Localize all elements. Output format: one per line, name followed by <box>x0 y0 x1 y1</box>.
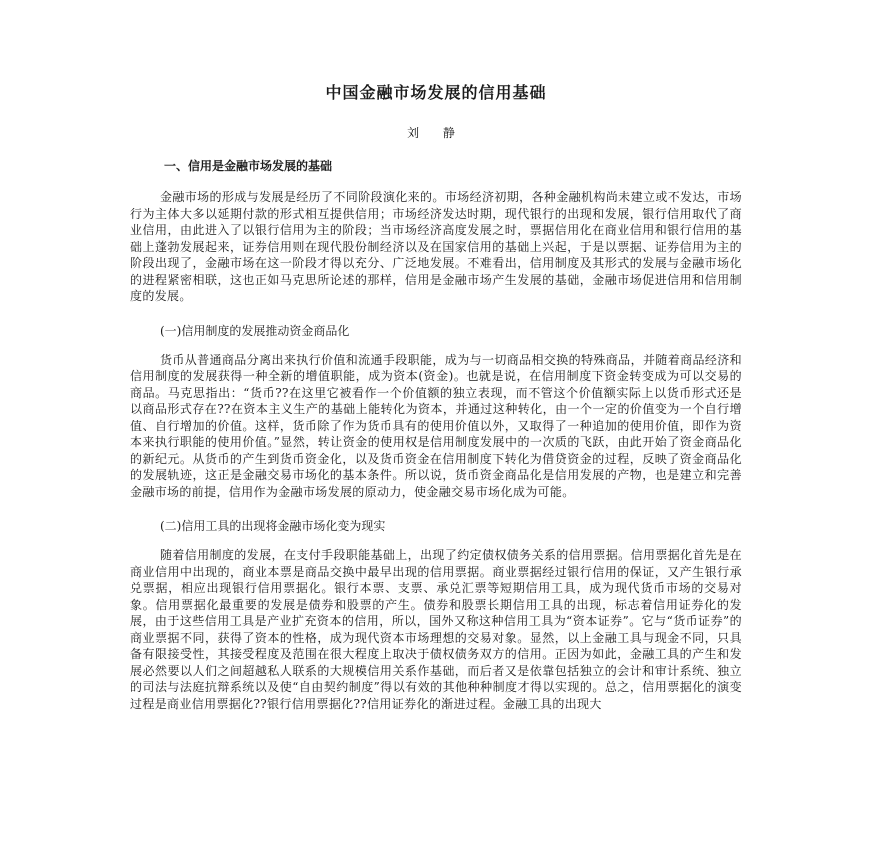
subsection-heading-1: (一)信用制度的发展推动资金商品化 <box>160 323 350 338</box>
subsection-heading-2: (二)信用工具的出现将金融市场化变为现实 <box>160 519 386 533</box>
author-name: 刘 静 <box>407 126 465 140</box>
document-body <box>130 70 742 729</box>
paragraph-2: 货币从普通商品分离出来执行价值和流通手段职能，成为与一切商品相交换的特殊商品，并随着商品经济和信用制度的发展获得一种全新的增值职能，成为资本(资金)。也就是说，在信用制度下资金转变成为可以交易的商品。马克思指出：“货币??在这里它被看作一个价值额的独立表现，而不管这个价值额实际上以货币形式还是以商品形式存在??在资本主义生产的基础上能转化为资本，并通过这种转化，由一个一定的价值变为一个自行增值、自行增加的价值。这样，货币除了作为货币具有的使用价值以外，又取得了一种追加的使用价值，即作为资本来执行职能的使用价值。”显然，转让资金的使用权是信用制度发展中的一次质的飞跃，由此开始了资金商品化的新纪元。从货币的产生到货币资金化，以及货币资金在信用制度下转化为借贷资金的过程，反映了资金商品化的发展轨迹，这正是金融交易市场化的基本条件。所以说，货币资金商品化是信用发展的产物，也是建立和完善金融市场的前提，信用作为金融市场发展的原动力，使金融交易市场化成为可能。 <box>130 352 742 499</box>
paragraph-3: 随着信用制度的发展，在支付手段职能基础上，出现了约定债权债务关系的信用票据。信用票据化首先是在商业信用中出现的，商业本票是商品交换中最早出现的信用票据。商业票据经过银行信用的保证，又产生银行承兑票据，相应出现银行信用票据化。银行本票、支票、承兑汇票等短期信用工具，成为现代货币市场的交易对象。信用票据化最重要的发展是债券和股票的产生。债券和股票长期信用工具的出现，标志着信用证券化的发展，由于这些信用工具是产业扩充资本的信用，所以，国外又称这种信用工具为“资本证券”。它与“货币证券”的商业票据不同，获得了资本的性格，成为现代资本市场理想的交易对象。显然，以上金融工具与现金不同，只具备有限接受性，其接受程度及范围在很大程度上取决于债权债务双方的信用。正因为如此，金融工具的产生和发展必然要以人们之间超越私人联系的大规模信用关系作基础，而后者又是依靠包括独立的会计和审计系统、独立的司法与法庭抗辩系统以及使“自由契约制度”得以有效的其他种种制度才得以实现的。总之，信用票据化的演变过程是商业信用票据化??银行信用票据化??信用证券化的渐进过程。金融工具的出现大 <box>130 548 742 711</box>
document-title: 中国金融市场发展的信用基础 <box>325 83 547 102</box>
paragraph-1: 金融市场的形成与发展是经历了不同阶段演化来的。市场经济初期，各种金融机构尚未建立或不发达，市场行为主体大多以延期付款的形式相互提供信用；市场经济发达时期，现代银行的出现和发展，银行信用取代了商业信用，由此进入了以银行信用为主的阶段；当市场经济高度发展之时，票据信用化在商业信用和银行信用的基础上蓬勃发展起来，证券信用则在现代股份制经济以及在国家信用的基础上兴起，于是以票据、证券信用为主的阶段出现了，金融市场在这一阶段才得以充分、广泛地发展。不难看出，信用制度及其形式的发展与金融市场化的进程紧密相联，这也正如马克思所论述的那样，信用是金融市场产生发展的基础，金融市场促进信用和信用制度的发展。 <box>130 190 742 303</box>
section-heading-1: 一、信用是金融市场发展的基础 <box>164 159 333 173</box>
